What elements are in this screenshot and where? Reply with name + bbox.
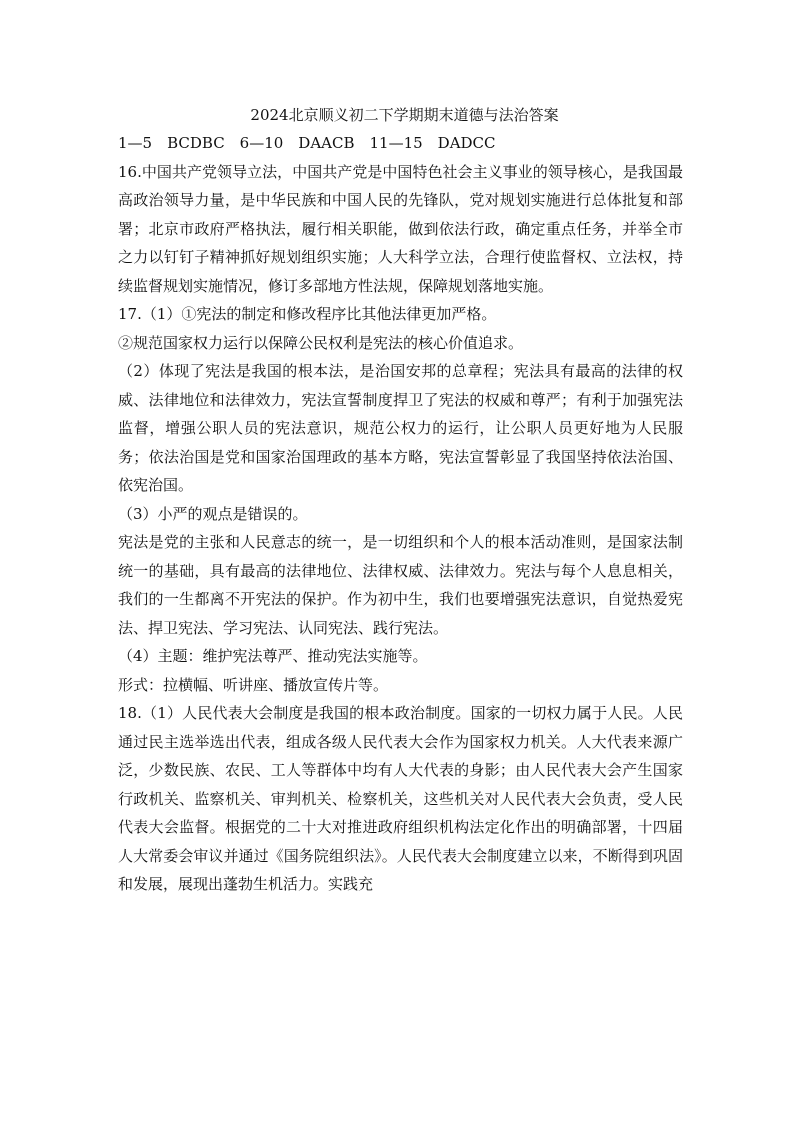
document-title: 2024北京顺义初二下学期期末道德与法治答案 (250, 106, 559, 124)
answer-16: 16.中国共产党领导立法，中国共产党是中国特色社会主义事业的领导核心，是我国最高政治领导力量，是中华民族和中国人民的先锋队，党对规划实施进行总体批复和部署；北京市政府严格执法，履行相关职能，做到依法行政，确定重点任务，并举全市之力以钉钉子精神抓好规划组织实施；人大科学立法，合理行使监督权、立法权，持续监督规划实施情况，修订多部地方性法规，保障规划落地实施。 (118, 162, 683, 295)
document-body (118, 101, 683, 899)
answer-17-4-b: 形式：拉横幅、听讲座、播放宣传片等。 (118, 675, 389, 694)
answer-17-1-a: 17.（1）①宪法的制定和修改程序比其他法律更加严格。 (118, 305, 497, 323)
answer-17-1-b: ②规范国家权力运行以保障公民权利是宪法的核心价值追求。 (118, 333, 524, 352)
answer-17-4-a: （4）主题：维护宪法尊严、推动宪法实施等。 (118, 647, 428, 665)
answer-key-line: 1—5 BCDBC 6—10 DAACB 11—15 DADCC (118, 134, 496, 152)
answer-17-2: （2）体现了宪法是我国的根本法，是治国安邦的总章程；宪法具有最高的法律的权威、法律地位和法律效力，宪法宣誓制度捍卫了宪法的权威和尊严；有利于加强宪法监督，增强公职人员的宪法意识，规范公权力的运行，让公职人员更好地为人民服务；依法治国是党和国家治国理政的基本方略，宪法宣誓彰显了我国坚持依法治国、依宪治国。 (118, 362, 683, 494)
answer-17-3-b: 宪法是党的主张和人民意志的统一，是一切组织和个人的根本活动准则，是国家法制统一的基础，具有最高的法律地位、法律权威、法律效力。宪法与每个人息息相关，我们的一生都离不开宪法的保护。作为初中生，我们也要增强宪法意识，自觉热爱宪法、捍卫宪法、学习宪法、认同宪法、践行宪法。 (118, 533, 683, 637)
answer-18-1: 18.（1）人民代表大会制度是我国的根本政治制度。国家的一切权力属于人民。人民通过民主选举选出代表，组成各级人民代表大会作为国家权力机关。人大代表来源广泛，少数民族、农民、工人等群体中均有人大代表的身影；由人民代表大会产生国家行政机关、监察机关、审判机关、检察机关，这些机关对人民代表大会负责，受人民代表大会监督。根据党的二十大对推进政府组织机构法定化作出的明确部署，十四届人大常委会审议并通过《国务院组织法》。人民代表大会制度建立以来，不断得到巩固和发展，展现出蓬勃生机活力。实践充 (118, 704, 683, 893)
answer-17-3-a: （3）小严的观点是错误的。 (118, 504, 308, 523)
